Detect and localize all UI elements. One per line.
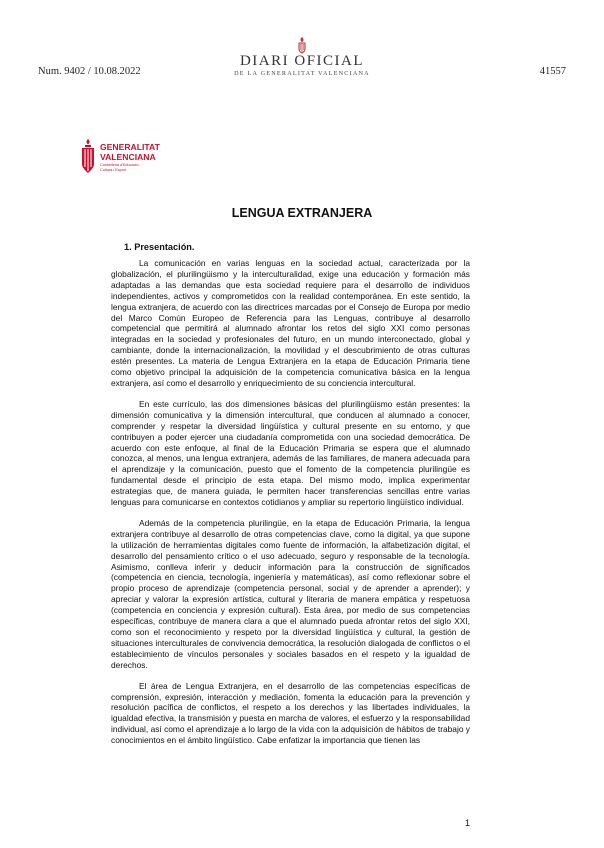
journal-page-number: 41557 [539,66,566,77]
logo-name-line-2: VALENCIANA [100,151,156,162]
masthead-title: DIARI OFICIAL [239,53,365,69]
conselleria-name [100,163,140,172]
logo-sub-line-2: Cultura i Esport [100,167,127,172]
page-number: 1 [465,818,471,828]
issue-number: Num. 9402 / 10.08.2022 [38,66,141,77]
generalitat-shield-icon [80,138,96,174]
document-title: LENGUA EXTRANJERA [231,206,373,220]
logo-name-line-1: GENERALITAT [100,142,160,152]
generalitat-name [100,143,160,162]
masthead-subtitle: DE LA GENERALITAT VALENCIANA [234,70,370,77]
page-header [0,0,604,90]
generalitat-logo [80,138,190,176]
paragraph: El área de Lengua Extranjera, en el desarrollo de las competencias específicas de comprensión, expresión, interacción y mediación, fomenta la educación para la prevención y resolución pacífica de conflictos, el respeto a los derechos y las libertades individuales, la igualdad efectiva, la transmisión y puesta en marcha de valores, el esfuerzo y la responsabilidad individual, así como el aprendizaje a lo largo de la vida con la adquisición de hábitos de trabajo y conocimientos en el ámbito lingüístico. Cabe enfatizar la importancia que tienen las [111,680,470,746]
paragraph: La comunicación en varias lenguas en la sociedad actual, caracterizada por la globalización, el plurilingüismo y la interculturalidad, exige una educación y formación más adaptadas a las demandas que esta sociedad requiere para el desarrollo de individuos independientes, activos y comprometidos con la realidad contemporánea. En este sentido, la lengua extranjera, de acuerdo con las directrices marcadas por el Consejo de Europa por medio del Marco Común Europeo de Referencia para las Lenguas, contribuye al desarrollo competencial que permitirá al alumnado afrontar los retos del siglo XXI como personas integradas en la sociedad y profesionales del futuro, en un mundo interconectado, global y cambiante, donde la internacionalización, la movilidad y el descubrimiento de otras culturas estén presentes. La materia de Lengua Extranjera en la etapa de Educación Primaria tiene como objetivo principal la adquisición de la competencia comunicativa básica en la lengua extranjera, así como el desarrollo y enriquecimiento de su conciencia intercultural. [111,258,470,388]
logo-sub-line-1: Conselleria d'Educació, [100,163,140,167]
paragraph: En este currículo, las dos dimensiones básicas del plurilingüismo están presentes: la dimensión comunicativa y la dimensión intercultural, que conducen al alumnado a conocer, comprender y respetar la diversidad lingüística y cultural presente en su entorno, y que contribuyen a poder ejercer una ciudadanía comprometida con una sociedad democrática. De acuerdo con este enfoque, al final de la Educación Primaria se espera que el alumnado conozca, al menos, una lengua extranjera, además de las familiares, de manera adecuada para el aprendizaje y la comunicación, puesto que el fomento de la competencia plurilingüe es fundamental desde el principio de esta etapa. Del mismo modo, implica experimentar estrategias que, de manera guiada, le permiten hacer transferencias sencillas entre varias lenguas para comunicarse en contextos cotidianos y ampliar su repertorio lingüístico individual. [111,398,470,508]
crest-icon [296,36,308,54]
document-body [111,258,470,756]
diari-oficial-masthead [232,36,372,78]
paragraph: Además de la competencia plurilingüe, en la etapa de Educación Primaria, la lengua extranjera contribuye al desarrollo de otras competencias clave, como la digital, ya que supone la utilización de herramientas digitales como fuente de información, la alfabetización digital, el desarrollo del pensamiento crítico o el uso adecuado, seguro y responsable de la tecnología. Asimismo, conlleva inferir y deducir información para la construcción de significados (competencia en ciencia, tecnología, ingeniería y matemáticas), así como reflexionar sobre el propio proceso de aprendizaje (competencia personal, social y de aprender a aprender); y apreciar y valorar la expresión artística, cultural y literaria de manera empática y respetuosa (competencia en conciencia y expresión cultural). Esta área, por medio de sus competencias específicas, contribuye de manera clara a que el alumnado pueda afrontar retos del siglo XXI, como son el reconocimiento y respeto por la diversidad lingüística y cultural, la gestión de situaciones interculturales de convivencia democrática, la resolución dialogada de conflictos o el establecimiento de vínculos personales y sociales basados en el respeto y la igualdad de derechos. [111,517,470,670]
section-heading: 1. Presentación. [124,242,195,252]
